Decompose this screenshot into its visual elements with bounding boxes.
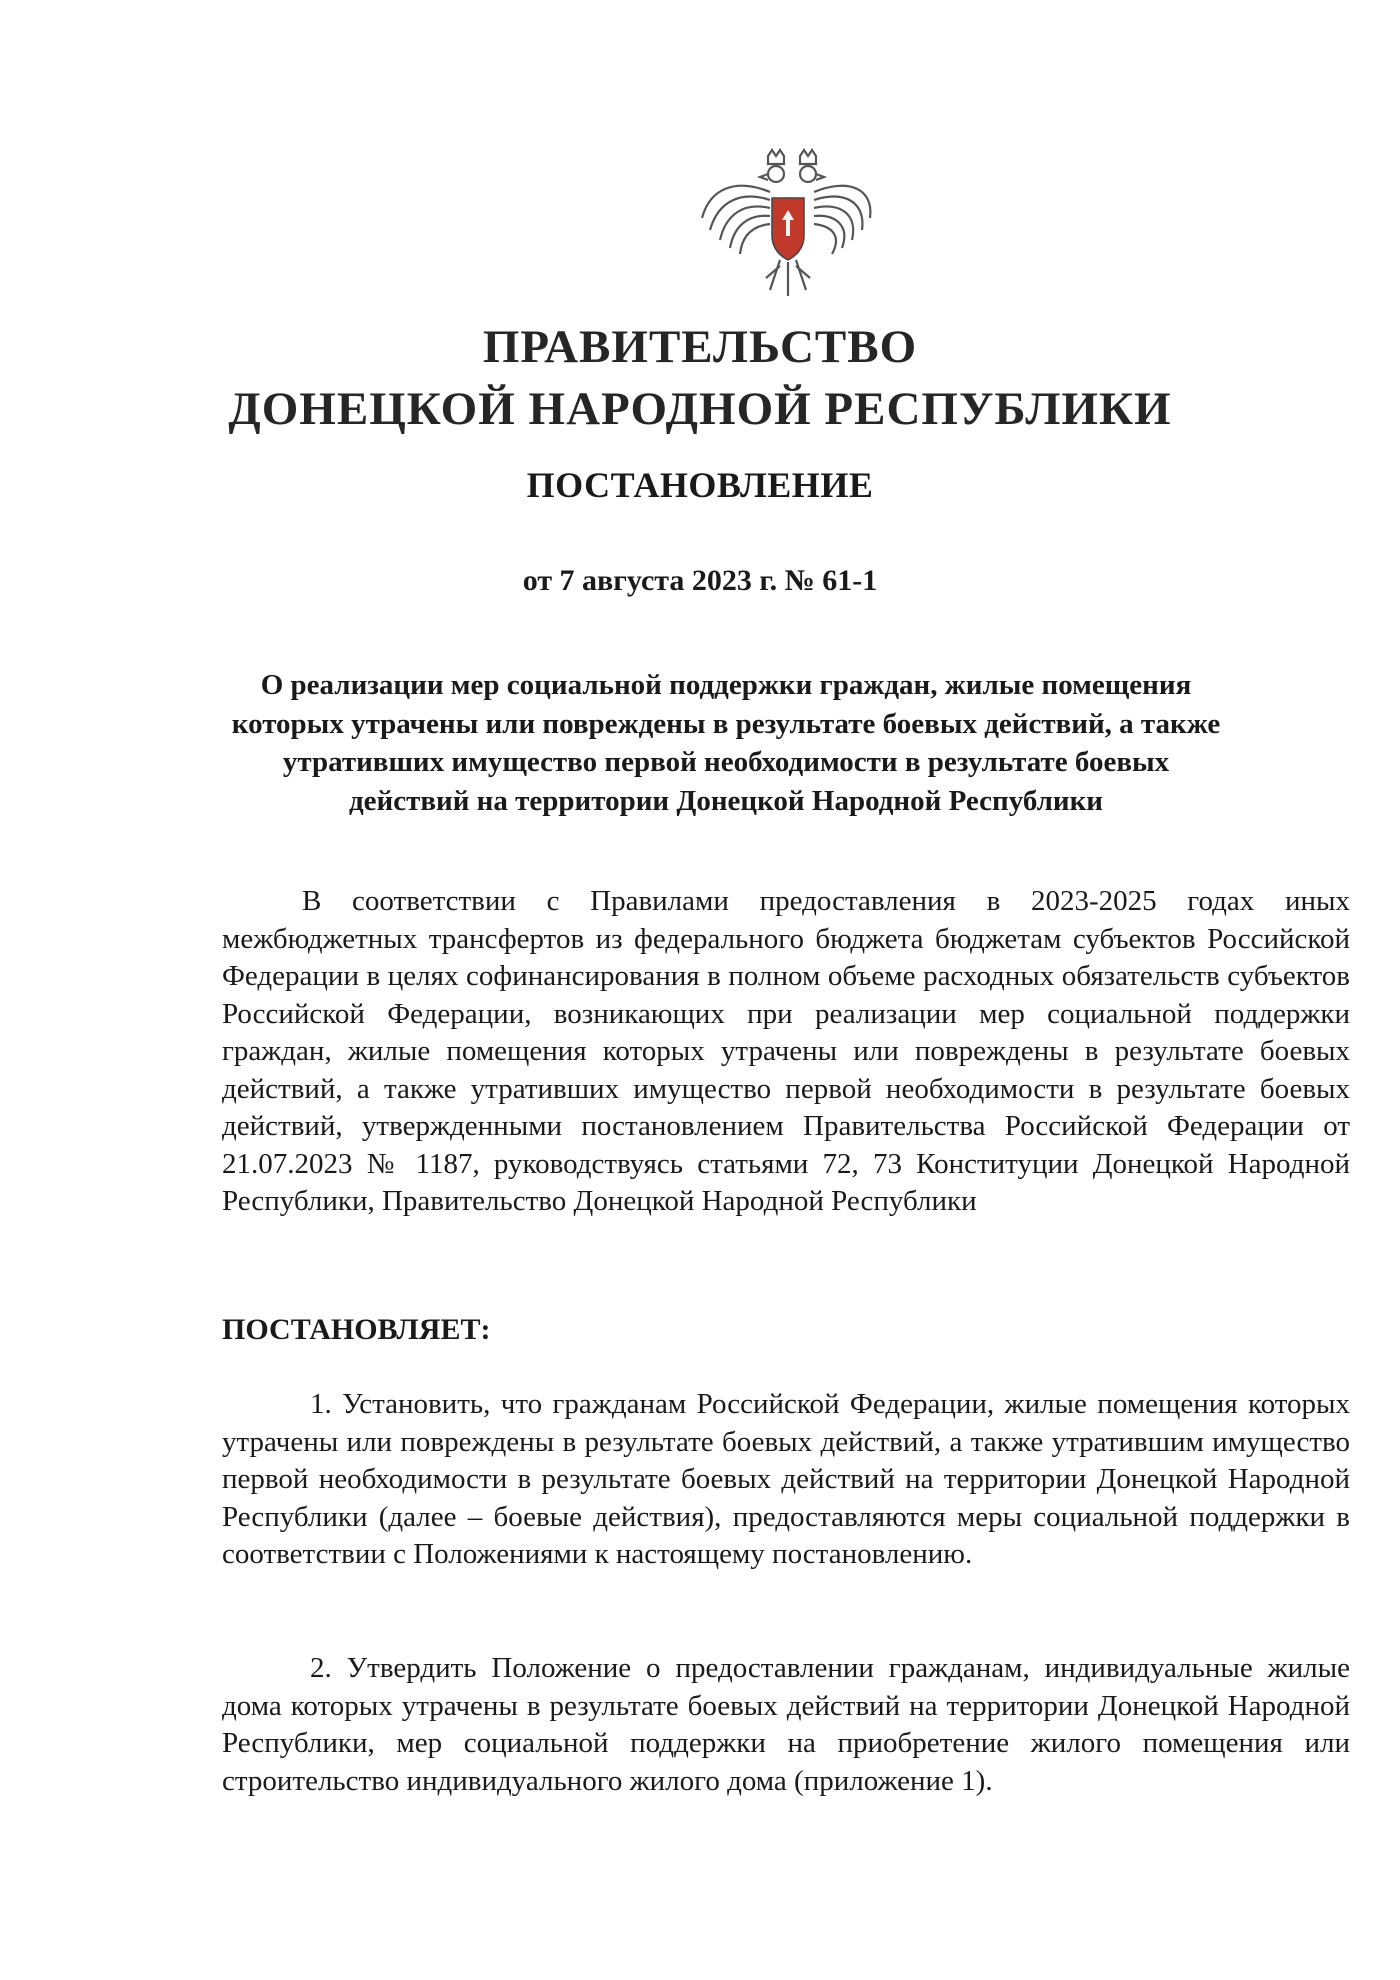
resolution-item-2 [222, 1650, 1350, 1800]
government-title-line2: ДОНЕЦКОЙ НАРОДНОЙ РЕСПУБЛИКИ [228, 383, 1172, 435]
subject-line: которых утрачены или повреждены в результате боевых действий, а также [231, 707, 1221, 740]
government-title [0, 316, 1400, 440]
subject-line: утративших имущество первой необходимости в результате боевых [282, 746, 1170, 778]
subject-line: О реализации мер социальной поддержки граждан, жилые помещения [260, 669, 1192, 701]
document-type: ПОСТАНОВЛЕНИЕ [526, 465, 874, 505]
resolution-item-1 [222, 1386, 1350, 1574]
resolution-item-text: 2. Утвердить Положение о предоставлении гражданам, индивидуальные жилые дома которых утрачены в результате боевых действий на территории Донецкой Народной Республики, мер социальной поддержки на приобретение жилого помещения или строительство индивидуального жилого дома (приложение 1). [222, 1652, 1350, 1797]
subject-line: действий на территории Донецкой Народной Республики [348, 784, 1104, 817]
document-date-number: от 7 августа 2023 г. № 61-1 [522, 564, 878, 597]
preamble [222, 883, 1350, 1221]
preamble-paragraph: В соответствии с Правилами предоставления в 2023-2025 годах иных межбюджетных трансфертов из федерального бюджета бюджетам субъектов Российской Федерации в целях софинансирования в полном объеме расходных обязательств субъектов Российской Федерации, возникающих при реализации мер социальной поддержки граждан, жилые помещения которых утрачены или повреждены в результате боевых действий, а также утративших имущество первой необходимости в результате боевых действий, утвержденными постановлением Правительства Российской Федерации от 21.07.2023 № 1187, руководствуясь статьями 72, 73 Конституции Донецкой Народной Республики, Правительство Донецкой Народной Республики [222, 885, 1350, 1217]
government-title-line1: ПРАВИТЕЛЬСТВО [482, 321, 918, 373]
document-subject [222, 666, 1230, 820]
resolves-heading: ПОСТАНОВЛЯЕТ: [222, 1313, 491, 1346]
coat-of-arms-icon [696, 148, 876, 308]
resolution-item-text: 1. Установить, что гражданам Российской Федерации, жилые помещения которых утрачены или повреждены в результате боевых действий, а также утратившим имущество первой необходимости в результате боевых действий на территории Донецкой Народной Республики (далее – боевые действия), предоставляются меры социальной поддержки в соответствии с Положениями к настоящему постановлению. [222, 1388, 1350, 1570]
